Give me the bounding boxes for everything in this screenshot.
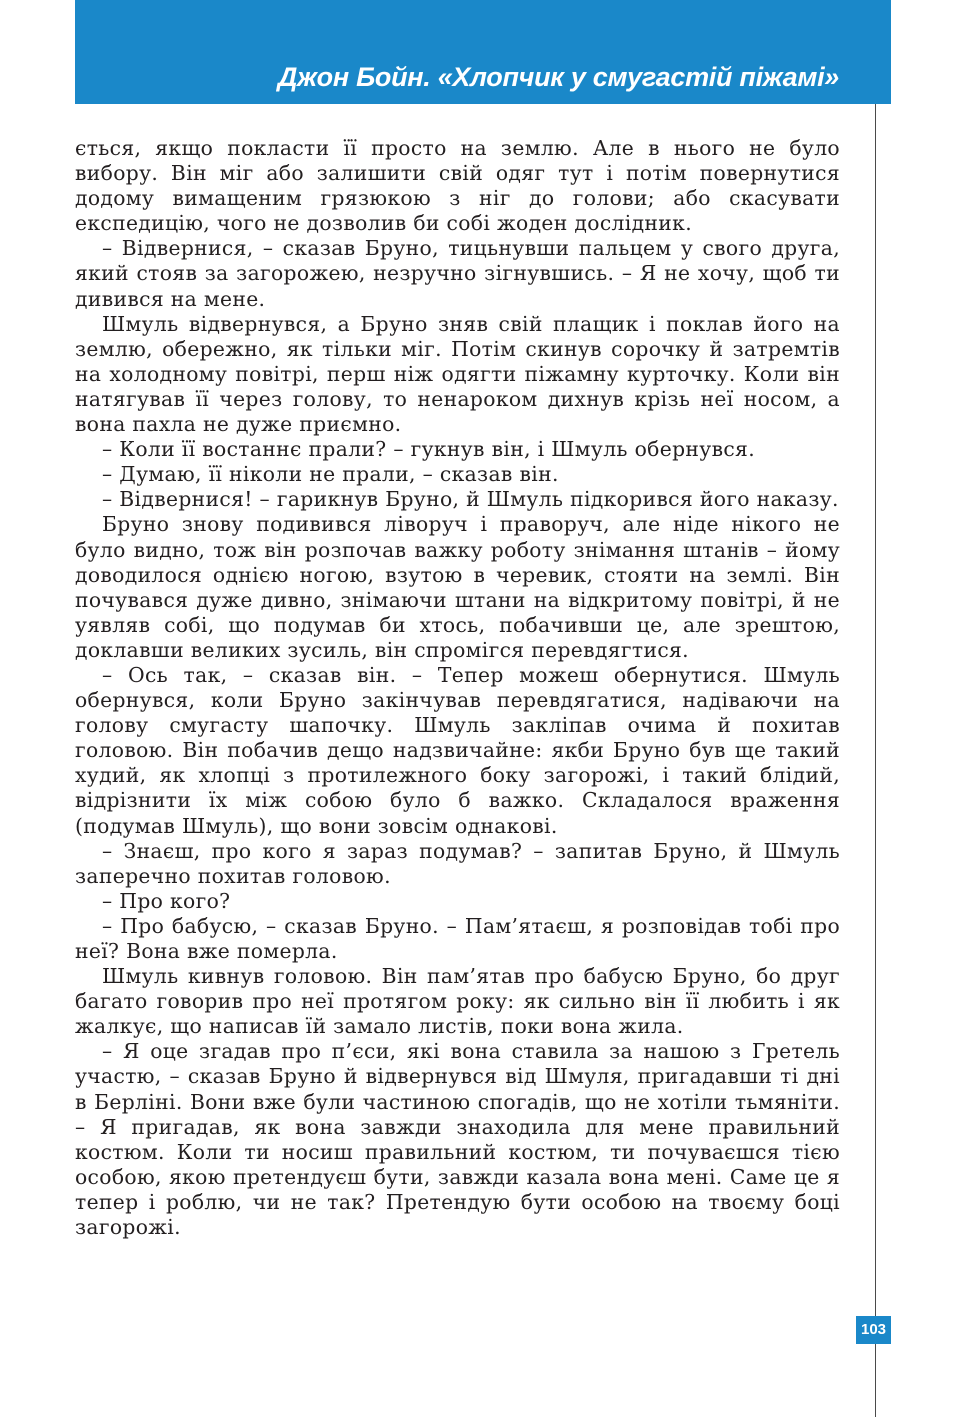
- paragraph: – Про кого?: [102, 888, 231, 913]
- paragraph: – Коли її востаннє прали? – гукнув він, і Шмуль обернувся.: [102, 437, 755, 462]
- margin-rule: [875, 104, 876, 1417]
- paragraph: – Відвернися! – гарикнув Бруно, й Шмуль підкорився його наказу.: [102, 487, 839, 512]
- running-head-title: Джон Бойн. «Хлопчик у смугастій піжамі»: [277, 62, 839, 92]
- paragraph: – Я оце згадав про п’єси, які вона ставила за нашою з Гретель участю, – сказав Бруно й відвернувся від Шмуля, пригадавши ті дні в Берліні. Вони вже були частиною спогадів, що не хотіли тьмяніти. – Я пригадав, як вона завжди знаходила для мене правильний костюм. Коли ти носиш правильний костюм, ти почуваєшся тією особою, якою претендуєш бути, завжди казала вона мені. Саме це я тепер і роблю, чи не так? Претендую бути особою на твоєму боці загорожі.: [75, 1039, 840, 1240]
- paragraph: Бруно знову подивився ліворуч і праворуч, але ніде нікого не було видно, тож він розпочав важку роботу знімання штанів – йому доводилося однією ногою, взутою в черевик, стояти на землі. Він почувався дуже дивно, знімаючи штани на відкритому повітрі, й не уявляв собі, що подумав би хтось, побачивши це, але зрештою, доклавши великих зусиль, він спромігся перевдягтися.: [75, 512, 840, 662]
- paragraph: – Думаю, її ніколи не прали, – сказав він.: [102, 462, 559, 487]
- paragraph: Шмуль кивнув головою. Він пам’ятав про бабусю Бруно, бо друг багато говорив про неї протягом року: як сильно він її любить і як жалкує, що написав їй замало листів, поки вона жила.: [75, 964, 840, 1039]
- paragraph: – Знаєш, про кого я зараз подумав? – запитав Бруно, й Шмуль заперечно похитав головою.: [75, 838, 840, 888]
- paragraph: – Про бабусю, – сказав Бруно. – Пам’ятаєш, я розповідав тобі про неї? Вона вже померла.: [75, 913, 840, 963]
- page-number: 103: [856, 1316, 891, 1344]
- paragraph: – Відвернися, – сказав Бруно, тицьнувши пальцем у свого друга, який стояв за загорожею, незручно зігнувшись. – Я не хочу, щоб ти дивився на мене.: [75, 236, 840, 311]
- paragraph: Шмуль відвернувся, а Бруно зняв свій плащик і поклав його на землю, обережно, як тільки міг. Потім скинув сорочку й затремтів на холодному повітрі, перш ніж одягти піжамну курточку. Коли він натягував її через голову, то ненароком дихнув крізь неї носом, а вона пахла не дуже приємно.: [75, 311, 840, 437]
- paragraph: – Ось так, – сказав він. – Тепер можеш обернутися. Шмуль обернувся, коли Бруно закінчував перевдягатися, надіваючи на голову смугасту шапочку. Шмуль закліпав очима й похитав головою. Він побачив дещо надзвичайне: якби Бруно був ще такий худий, як хлопці з протилежного боку загорожі, і такий блідий, відрізнити їх між собою було б важко. Складалося враження (подумав Шмуль), що вони зовсім однакові.: [75, 662, 840, 838]
- header-band: [75, 0, 891, 104]
- body-text: [75, 136, 840, 1240]
- paragraph: ється, якщо покласти її просто на землю. Але в нього не було вибору. Він міг або залишити свій одяг тут і потім повернутися додому вимащеним грязюкою з ніг до голови; або скасувати експедицію, чого не дозволив би собі жоден дослідник.: [75, 136, 840, 236]
